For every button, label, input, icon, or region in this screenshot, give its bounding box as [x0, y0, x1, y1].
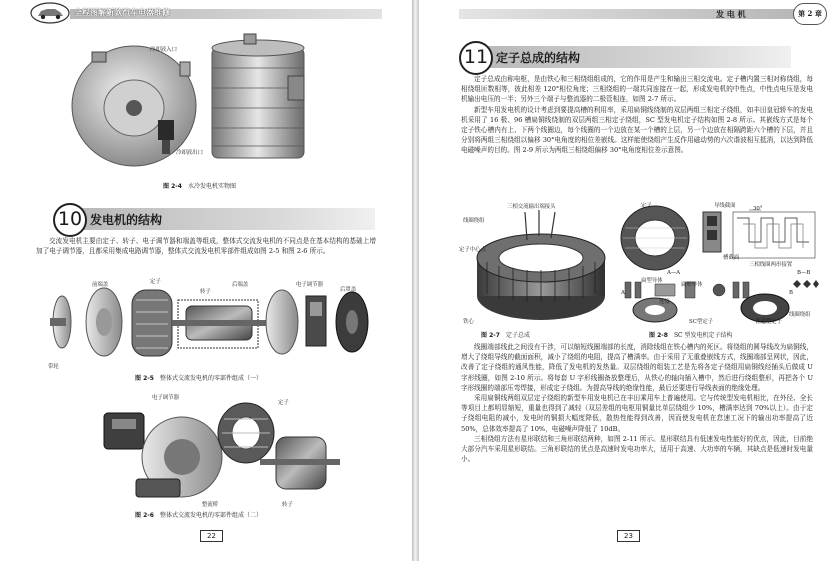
section-10-number: 10 [53, 203, 87, 237]
stator-label-fig-2-5: 定子 [150, 279, 161, 285]
section-11-heading [461, 46, 791, 68]
left-page [0, 0, 412, 561]
section-11-paragraphs [461, 74, 813, 156]
fig-2-5-number: 图 2-5 [135, 375, 154, 382]
fig-2-8-caption [649, 330, 733, 339]
fig-2-8-text: SC 型发电机定子结构 [673, 332, 733, 339]
angle-30-label: 30° [753, 206, 763, 212]
fig-2-5-caption [135, 373, 262, 382]
fig-2-4-number: 图 2-4 [163, 183, 182, 190]
car-logo-icon [30, 2, 70, 24]
page-number-left: 22 [200, 530, 223, 542]
point-b-label: B [789, 290, 793, 296]
fig-2-6-caption [135, 510, 262, 519]
paragraph-1: 定子总成由称电枢，是由铁心和三相绕组组成的，它的作用是产生和输出三相交流电。定子槽内置三相对称绕组，每相绕组匝数相等，彼此相差 120°相位角度；三相绕组的一端共同连接在一起，形成发电机的中性点，中性点电压是发电机输出电压的一半；另外三个端子与整流器的二极管相连，如图 2-7 所示。 [461, 75, 813, 104]
paragraph-3: 线圈端部线此之间没有干涉，可以缩短线圈端部的长度，消除线组在铁心槽内的死区。将绕组的圆导线改为扁铜线，增大了绕组导线的截面面积，减小了绕组的电阻，提高了槽满率。由于采用了无重叠嵌线方式，线圈端部呈网状，因此，改善了定子绕组的通风性能，降低了发电机的发热量。双层绕组的组装工艺是先将各定子绕组用扁铜线经插头后做成 U 字形线圈，如图 2-10 所示。将每套 U 字形线圈备放整理后，从铁心的轴向插入槽中，然后进行绕组整形，再把各个 U 字形线圈的端部压弯焊接，形成定子绕组。为提高导线的绝缘性能，最后还要进行导线表面的绝缘处理。 [461, 343, 813, 392]
fig-2-6-number: 图 2-6 [135, 512, 154, 519]
section-10-title: 发电机的结构 [90, 213, 163, 227]
slot-section-label: 槽截面 [723, 255, 740, 261]
page-number-right: 23 [617, 530, 640, 542]
ac-output-lead-label: 三相交流输出端接头 [507, 204, 556, 210]
point-a-label: A [621, 290, 625, 296]
winding-label-fig-2-8: 线圈绕组 [789, 312, 811, 318]
fig-2-8-number: 图 2-8 [649, 332, 668, 339]
fig-2-4-text: 水冷发电机实物图 [187, 183, 236, 190]
conductor-section-label: 导线截面 [714, 203, 736, 209]
fig-2-7-number: 图 2-7 [481, 332, 500, 339]
section-10-paragraph: 交流发电机主要由定子、转子、电子调节器和端盖等组成，整体式交流发电机的不同点是在基本结构的基础上增加了电子调节器，且都采用集成电路调节器，整体式交流发电机零部件组成如图 2-5 和图 2-6 所示。 [36, 237, 376, 256]
fig-2-4-caption [163, 181, 236, 190]
rear-cap-label: 后罩盖 [340, 287, 357, 293]
regulator-label-fig-2-5: 电子调节器 [296, 282, 323, 288]
joint-label: 连接 [659, 299, 670, 305]
regulator-label-fig-2-6: 电子调节器 [152, 395, 179, 401]
exploded-view-photo-2 [100, 393, 340, 505]
header-title: 全程图解新款汽车电器维修 [74, 7, 170, 17]
coolant-outlet-label: 冷却液出口 [176, 150, 203, 156]
section-b-b-label: B—B [797, 270, 811, 276]
rotor-label: 转子 [200, 289, 211, 295]
fig-2-6-text: 整体式交流发电机的零部件组成（二） [159, 512, 262, 519]
fig-2-7-caption [481, 330, 530, 339]
front-cover-label: 前端盖 [92, 282, 109, 288]
rotor-label-fig-2-6: 转子 [282, 502, 293, 508]
section-11-number: 11 [459, 41, 493, 75]
stator-label-fig-2-8: 定子 [641, 203, 652, 209]
flat-conductor-label: 扁型导体 [641, 278, 663, 284]
paragraph-2: 新型车用发电机的设计考虑到要提高槽的利用率，采用扁铜线绕制的双层两组三相定子绕组，如丰田皇冠轿车的发电机采用了 16 极、96 槽扁铜线绕制的双层两组三相定子绕组，SC 型发电机定子结构如图 2-8 所示。其嵌线方式是每个定子铁心槽内有上、下两个线圈边，每个线圈的一个边放在某一个槽的上层，另一个边放在相隔跨距六个槽的下层，并且分别将两组三相绕组以偏移 30°电角度的相位差嵌线。这样能使绕组产生反作用磁动势的六次谐波相互抵消，以达到降低电磁噪声的目的。图 2-9 所示为两组三相绕组偏移 30°电角度相位差示意图。 [461, 105, 813, 155]
rectifier-label: 整流桥 [202, 502, 219, 508]
chapter-badge: 第 2 章 [793, 3, 827, 25]
section-a-a-label: A—A [667, 270, 681, 276]
core-label: 铁心 [463, 319, 474, 325]
paragraph-5: 三相绕组方法有星形联结和三角形联结两种，如图 2-11 所示。星形联结具有低速发电性能好的优点，因此，目前绝大部分汽车采用星形联结。三角形联结的优点是高速时发电功率大，适用于高速、大功率的车辆，其缺点是低速时发电量小。 [461, 434, 813, 464]
stator-assembly-photo [467, 200, 617, 326]
flat-coil-label: 扁形导体 [681, 282, 703, 288]
coolant-inlet-label: 冷却液入口 [150, 47, 177, 53]
normal-stator-label: 普通型定子 [755, 319, 782, 325]
coil-winding-label-fig-2-7: 线圈绕组 [463, 218, 485, 224]
series-coil-label: 三相线圈两串接置 [749, 262, 793, 268]
section-11-paragraphs-continued [461, 342, 813, 464]
book-spine [412, 0, 419, 561]
section-11-title: 定子总成的结构 [496, 51, 581, 65]
rear-cover-label: 后端盖 [232, 282, 249, 288]
stator-label-fig-2-6: 定子 [278, 400, 289, 406]
paragraph-4: 采用扁铜线两组双层定子绕组的新型车用发电机已在丰田乘用车上普遍使用。它与传统型发电机相比，在外径、全长等项目上都明显缩短，重量也得到了减轻（双层差组的电枢用铜量比单层绕组少 10%，槽满率达到 70%以上）。由于定子绕组电阻的减小，发电时的铜损大幅度降低，散热性能得到改善，因而使发电机在怠速工况下的输出功率提高了近 50%，总体效率提高了 10%，电磁噪声降低了 10dB。 [461, 394, 813, 433]
fig-2-5-text: 整体式交流发电机的零部件组成（一） [159, 375, 262, 382]
section-10-heading [55, 208, 375, 230]
neutral-point-label: 定子中心点 [459, 247, 486, 253]
pulley-label: 带轮 [48, 364, 59, 370]
right-page [419, 0, 837, 561]
sc-stator-label: SC型定子 [689, 319, 713, 325]
chapter-header-title: 发 电 机 [716, 9, 746, 19]
fig-2-7-text: 定子总成 [505, 332, 530, 339]
